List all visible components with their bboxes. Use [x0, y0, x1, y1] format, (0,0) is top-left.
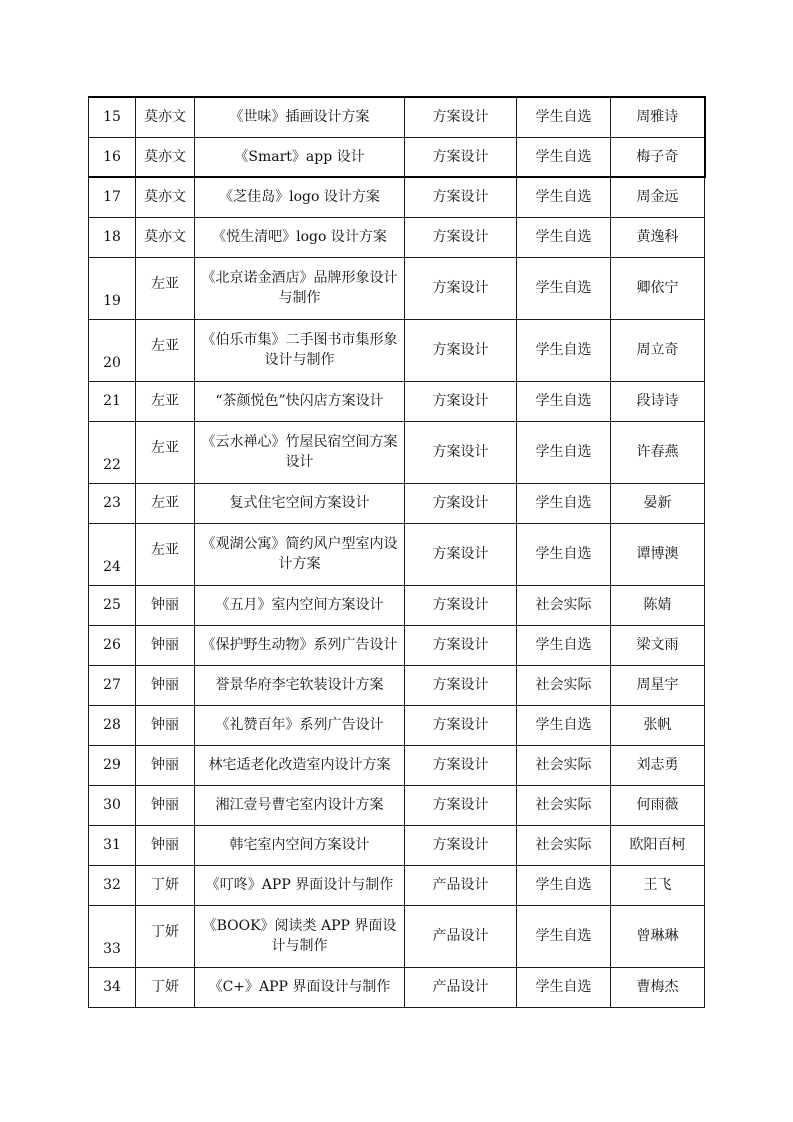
topic-type: 方案设计 — [405, 177, 517, 217]
advisor-name: 左亚 — [136, 421, 195, 483]
topic-source: 学生自选 — [517, 421, 611, 483]
row-number: 28 — [89, 705, 136, 745]
topic-type: 产品设计 — [405, 967, 517, 1007]
topic-title: 《伯乐市集》二手图书市集形象设计与制作 — [195, 319, 405, 381]
topic-source: 学生自选 — [517, 705, 611, 745]
table-row — [89, 319, 705, 381]
topic-title: 《Smart》app 设计 — [195, 137, 405, 177]
topic-source: 学生自选 — [517, 217, 611, 257]
topic-type: 方案设计 — [405, 585, 517, 625]
row-number: 22 — [89, 421, 136, 483]
table-row — [89, 381, 705, 421]
advisor-name: 左亚 — [136, 381, 195, 421]
student-name: 欧阳百柯 — [611, 825, 705, 865]
advisor-name: 丁妍 — [136, 905, 195, 967]
student-name: 梅子奇 — [611, 137, 705, 177]
row-number: 34 — [89, 967, 136, 1007]
topic-title: 韩宅室内空间方案设计 — [195, 825, 405, 865]
advisor-name: 莫亦文 — [136, 177, 195, 217]
table-row — [89, 705, 705, 745]
topic-source: 学生自选 — [517, 97, 611, 137]
topic-type: 方案设计 — [405, 97, 517, 137]
advisor-name: 左亚 — [136, 523, 195, 585]
topic-source: 社会实际 — [517, 745, 611, 785]
student-name: 谭博澳 — [611, 523, 705, 585]
row-number: 30 — [89, 785, 136, 825]
topic-type: 方案设计 — [405, 381, 517, 421]
table-row — [89, 825, 705, 865]
advisor-name: 丁妍 — [136, 865, 195, 905]
topic-type: 方案设计 — [405, 625, 517, 665]
advisor-name: 丁妍 — [136, 967, 195, 1007]
advisor-name: 钟丽 — [136, 785, 195, 825]
topics-table — [88, 96, 706, 1008]
topic-source: 学生自选 — [517, 905, 611, 967]
topic-source: 学生自选 — [517, 257, 611, 319]
topic-source: 社会实际 — [517, 665, 611, 705]
advisor-name: 左亚 — [136, 257, 195, 319]
topic-title: 《叮咚》APP 界面设计与制作 — [195, 865, 405, 905]
row-number: 21 — [89, 381, 136, 421]
student-name: 段诗诗 — [611, 381, 705, 421]
topic-type: 方案设计 — [405, 523, 517, 585]
topic-type: 方案设计 — [405, 483, 517, 523]
student-name: 刘志勇 — [611, 745, 705, 785]
advisor-name: 钟丽 — [136, 745, 195, 785]
table-row — [89, 625, 705, 665]
topic-type: 方案设计 — [405, 257, 517, 319]
topic-source: 学生自选 — [517, 523, 611, 585]
table-row — [89, 967, 705, 1007]
row-number: 33 — [89, 905, 136, 967]
advisor-name: 左亚 — [136, 319, 195, 381]
advisor-name: 钟丽 — [136, 825, 195, 865]
student-name: 曹梅杰 — [611, 967, 705, 1007]
topic-title: 《BOOK》阅读类 APP 界面设计与制作 — [195, 905, 405, 967]
topic-title: 林宅适老化改造室内设计方案 — [195, 745, 405, 785]
table-row — [89, 523, 705, 585]
topic-type: 方案设计 — [405, 705, 517, 745]
row-number: 29 — [89, 745, 136, 785]
topic-title: 湘江壹号曹宅室内设计方案 — [195, 785, 405, 825]
table-row — [89, 745, 705, 785]
topic-title: 《悦生清吧》logo 设计方案 — [195, 217, 405, 257]
advisor-name: 莫亦文 — [136, 137, 195, 177]
student-name: 陈婧 — [611, 585, 705, 625]
topic-type: 方案设计 — [405, 745, 517, 785]
topic-title: 《北京诺金酒店》品牌形象设计与制作 — [195, 257, 405, 319]
student-name: 卿依宁 — [611, 257, 705, 319]
advisor-name: 左亚 — [136, 483, 195, 523]
advisor-name: 钟丽 — [136, 665, 195, 705]
advisor-name: 钟丽 — [136, 625, 195, 665]
student-name: 晏新 — [611, 483, 705, 523]
topic-source: 学生自选 — [517, 625, 611, 665]
topic-type: 方案设计 — [405, 665, 517, 705]
topic-title: 《云水禅心》竹屋民宿空间方案设计 — [195, 421, 405, 483]
table-row — [89, 97, 705, 137]
row-number: 32 — [89, 865, 136, 905]
topic-title: 《芝佳岛》logo 设计方案 — [195, 177, 405, 217]
row-number: 20 — [89, 319, 136, 381]
row-number: 16 — [89, 137, 136, 177]
row-number: 19 — [89, 257, 136, 319]
row-number: 17 — [89, 177, 136, 217]
topic-title: 《礼赞百年》系列广告设计 — [195, 705, 405, 745]
topic-source: 学生自选 — [517, 865, 611, 905]
table-row — [89, 905, 705, 967]
row-number: 25 — [89, 585, 136, 625]
student-name: 周立奇 — [611, 319, 705, 381]
topic-source: 学生自选 — [517, 967, 611, 1007]
student-name: 周金远 — [611, 177, 705, 217]
topic-type: 方案设计 — [405, 825, 517, 865]
topic-source: 社会实际 — [517, 785, 611, 825]
table-row — [89, 137, 705, 177]
topic-type: 产品设计 — [405, 905, 517, 967]
topic-source: 学生自选 — [517, 381, 611, 421]
row-number: 23 — [89, 483, 136, 523]
table-row — [89, 217, 705, 257]
table-row — [89, 665, 705, 705]
topic-type: 方案设计 — [405, 785, 517, 825]
topic-title: 《观湖公寓》简约风户型室内设计方案 — [195, 523, 405, 585]
topic-source: 学生自选 — [517, 483, 611, 523]
topic-type: 产品设计 — [405, 865, 517, 905]
topic-source: 学生自选 — [517, 319, 611, 381]
row-number: 26 — [89, 625, 136, 665]
student-name: 周星宇 — [611, 665, 705, 705]
student-name: 梁文雨 — [611, 625, 705, 665]
advisor-name: 莫亦文 — [136, 97, 195, 137]
topic-source: 学生自选 — [517, 177, 611, 217]
topic-type: 方案设计 — [405, 319, 517, 381]
topic-type: 方案设计 — [405, 421, 517, 483]
advisor-name: 钟丽 — [136, 705, 195, 745]
row-number: 24 — [89, 523, 136, 585]
topic-source: 社会实际 — [517, 825, 611, 865]
student-name: 王飞 — [611, 865, 705, 905]
topic-type: 方案设计 — [405, 137, 517, 177]
table-row — [89, 483, 705, 523]
student-name: 黄逸科 — [611, 217, 705, 257]
topic-title: 复式住宅空间方案设计 — [195, 483, 405, 523]
table-row — [89, 785, 705, 825]
topic-title: 誉景华府李宅软装设计方案 — [195, 665, 405, 705]
topic-title: 《世味》插画设计方案 — [195, 97, 405, 137]
row-number: 15 — [89, 97, 136, 137]
topic-source: 社会实际 — [517, 585, 611, 625]
row-number: 18 — [89, 217, 136, 257]
table-row — [89, 177, 705, 217]
table-row — [89, 421, 705, 483]
topic-title: 《C+》APP 界面设计与制作 — [195, 967, 405, 1007]
table-row — [89, 865, 705, 905]
row-number: 27 — [89, 665, 136, 705]
student-name: 曾琳琳 — [611, 905, 705, 967]
table-row — [89, 257, 705, 319]
topic-title: “茶颜悦色”快闪店方案设计 — [195, 381, 405, 421]
topic-type: 方案设计 — [405, 217, 517, 257]
student-name: 许春燕 — [611, 421, 705, 483]
student-name: 何雨薇 — [611, 785, 705, 825]
table-row — [89, 585, 705, 625]
topic-source: 学生自选 — [517, 137, 611, 177]
topic-title: 《五月》室内空间方案设计 — [195, 585, 405, 625]
advisor-name: 莫亦文 — [136, 217, 195, 257]
student-name: 周雅诗 — [611, 97, 705, 137]
row-number: 31 — [89, 825, 136, 865]
student-name: 张帆 — [611, 705, 705, 745]
topic-title: 《保护野生动物》系列广告设计 — [195, 625, 405, 665]
advisor-name: 钟丽 — [136, 585, 195, 625]
